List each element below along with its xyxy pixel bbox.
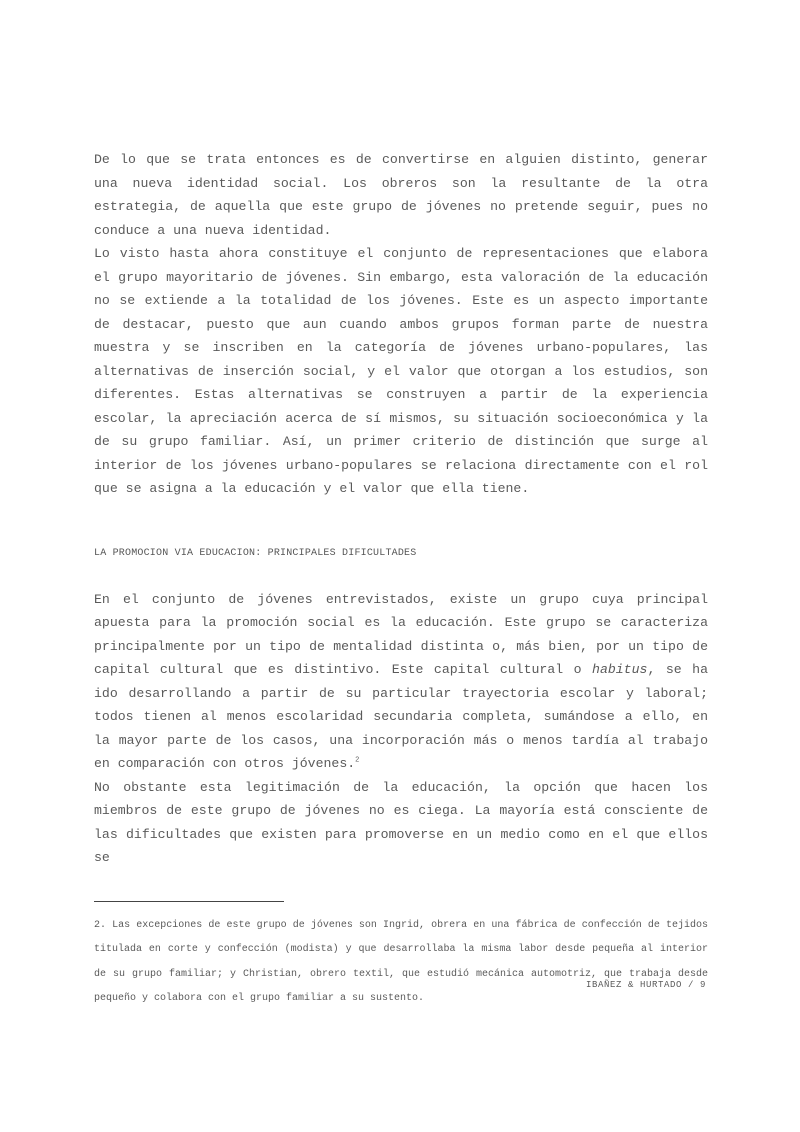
spacer (94, 501, 708, 548)
paragraph-identity: De lo que se trata entonces es de convertirse en alguien distinto, generar una nueva identidad social. Los obreros son la resultante de la otra estrategia, de aquella que este grupo de jóvenes no pretende seguir, pues no conduce a una nueva identidad. (94, 152, 708, 238)
spacer (94, 559, 708, 588)
section-heading: LA PROMOCION VIA EDUCACION: PRINCIPALES DIFICULTADES (94, 547, 417, 559)
footnote-reference: 2 (355, 756, 360, 765)
paragraph-representations: Lo visto hasta ahora constituye el conjunto de representaciones que elabora el grupo mayoritario de jóvenes. Sin embargo, esta valoración de la educación no se extiende a la totalidad de los jóvenes. Este es un aspecto importante de destacar, puesto que aun cuando ambos grupos forman parte de nuestra muestra y se inscriben en la categoría de jóvenes urbano-populares, las alternativas de inserción social, y el valor que otorgan a los estudios, son diferentes. Estas alternativas se construyen a partir de la experiencia escolar, la apreciación acerca de sí mismos, su situación socioeconómica y la de su grupo familiar. Así, un primer criterio de distinción que surge al interior de los jóvenes urbano-populares se relaciona directamente con el rol que se asigna a la educación y el valor que ella tiene. (94, 246, 708, 496)
paragraph-promotion (94, 588, 708, 776)
spacer (94, 870, 708, 901)
paragraph-legitimation: No obstante esta legitimación de la educación, la opción que hacen los miembros de este grupo de jóvenes no es ciega. La mayoría está consciente de las dificultades que existen para promoverse en un medio como en el que ellos se (94, 779, 708, 865)
page-content (94, 148, 708, 1012)
habitus-term: habitus (592, 662, 648, 677)
paragraph-promotion-text-a: En el conjunto de jóvenes entrevistados, existe un grupo cuya principal apuesta para la promoción social es la educación. Este grupo se caracteriza principalmente por un tipo de mentalidad distinta o, más bien, por un tipo de capital cultural que es distintivo. Este capital cultural o (94, 591, 708, 677)
spacer (94, 902, 708, 914)
paragraph-promotion-text-b: , se ha ido desarrollando a partir de su particular trayectoria escolar y laboral; todos tienen al menos escolaridad secundaria completa, sumándose a ello, en la mayor parte de los casos, una incorporación más o menos tardía al trabajo en comparación con otros jóvenes. (94, 662, 708, 771)
footnote-text: 2. Las excepciones de este grupo de jóvenes son Ingrid, obrera en una fábrica de confección de tejidos titulada en corte y confección (modista) y que desarrollaba la misma labor desde pequeña al interior de su grupo familiar; y Christian, obrero textil, que estudió mecánica automotriz, que trabaja desde pequeño y colabora con el grupo familiar a su sustento. (94, 919, 708, 1004)
page-footer: IBAÑEZ & HURTADO / 9 (585, 980, 706, 990)
